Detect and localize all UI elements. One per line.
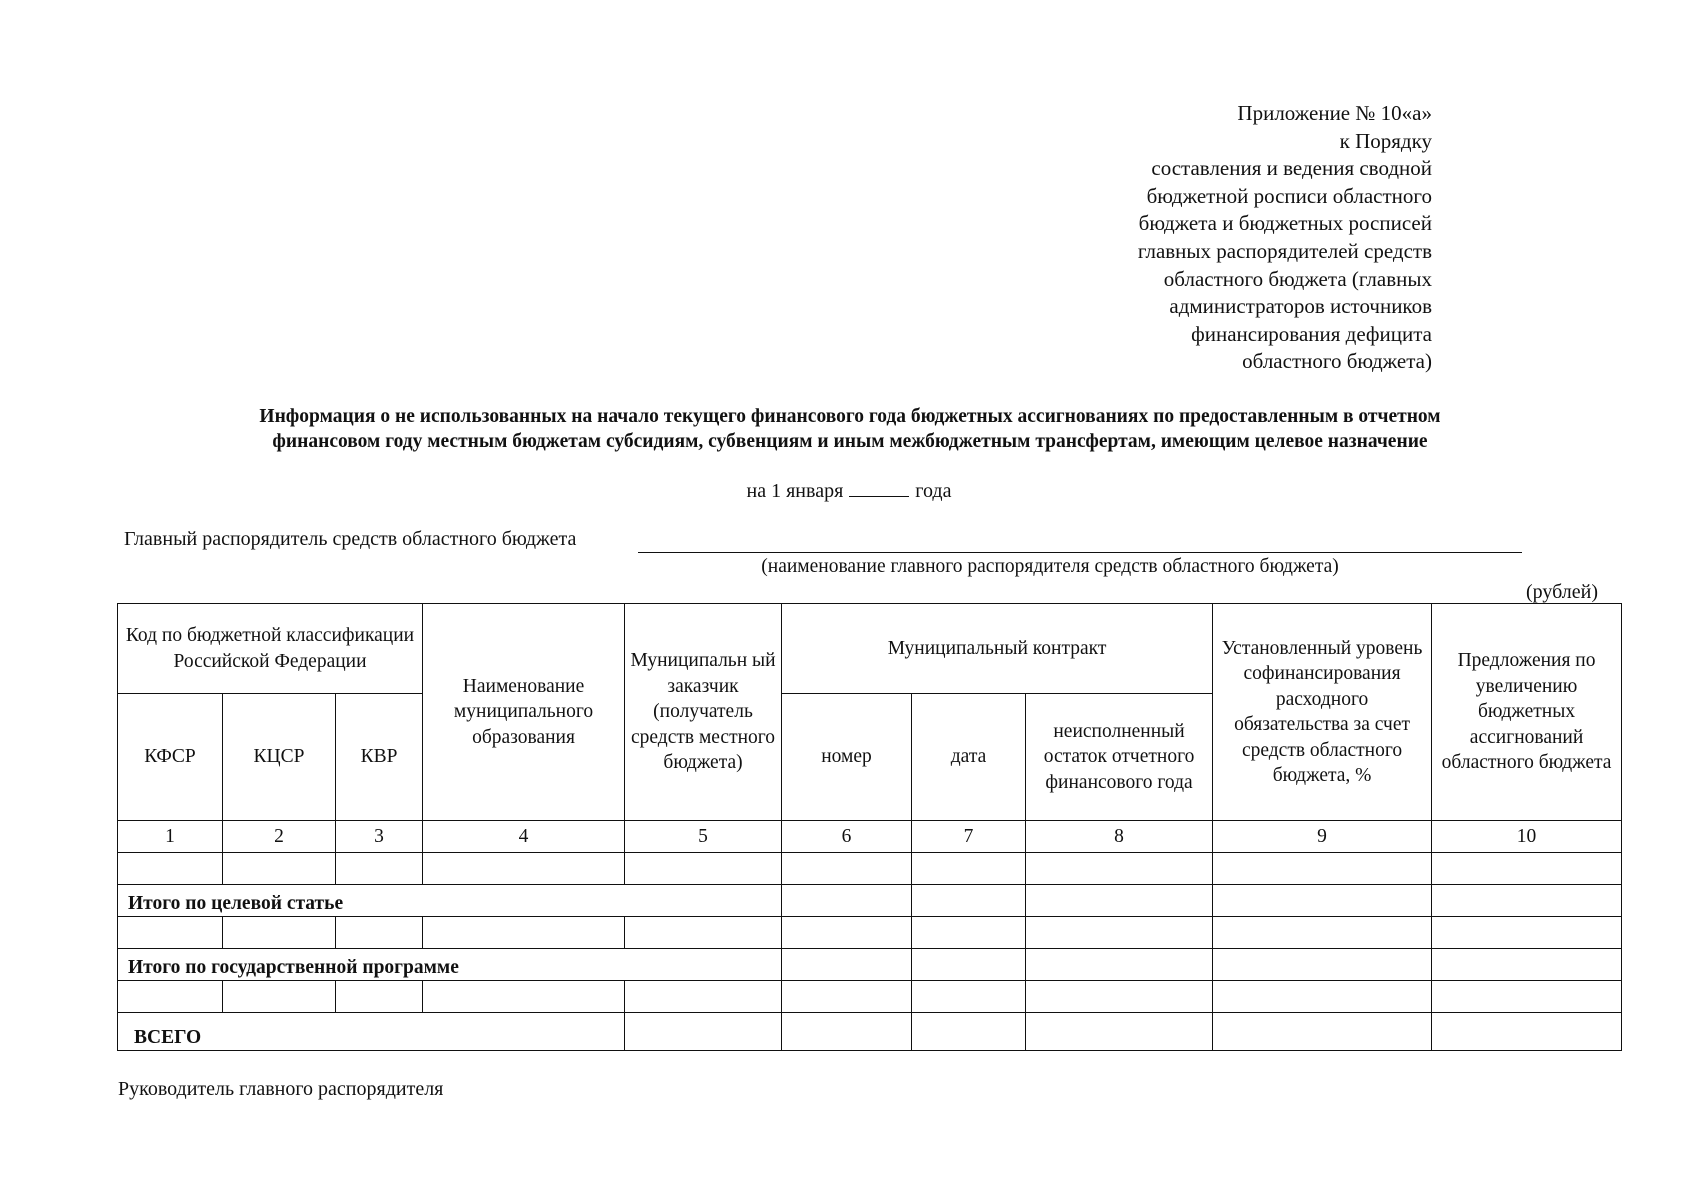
document-title [130, 404, 1570, 454]
empty-cell[interactable] [336, 853, 423, 885]
empty-cell[interactable] [1026, 949, 1213, 981]
column-number-row [118, 821, 1622, 853]
header-row-1 [118, 604, 1622, 694]
empty-cell[interactable] [118, 853, 223, 885]
data-row [118, 917, 1622, 949]
appendix-line: бюджета и бюджетных росписей [1138, 211, 1432, 236]
empty-cell[interactable] [223, 981, 336, 1013]
empty-cell[interactable] [223, 853, 336, 885]
report-table [117, 603, 1622, 1051]
empty-cell[interactable] [782, 949, 912, 981]
date-prefix: на 1 января [746, 480, 844, 502]
empty-cell[interactable] [423, 853, 625, 885]
empty-cell[interactable] [625, 1013, 782, 1051]
header-kfsr: КФСР [118, 694, 223, 821]
empty-cell[interactable] [1432, 981, 1622, 1013]
empty-cell[interactable] [1432, 917, 1622, 949]
title-line-2: финансовом году местным бюджетам субсидиям, субвенциям и иным межбюджетным трансфертам, имеющим целевое назначение [272, 431, 1428, 452]
appendix-line: Приложение № 10«а» [1237, 101, 1432, 125]
header-municipality: Наименование муниципального образования [423, 604, 625, 821]
header-balance: неисполненный остаток отчетного финансового года [1026, 694, 1213, 821]
empty-cell[interactable] [1432, 853, 1622, 885]
appendix-line: главных распорядителей средств [1137, 238, 1432, 263]
empty-cell[interactable] [1213, 981, 1432, 1013]
empty-cell[interactable] [1213, 949, 1432, 981]
column-number: 3 [336, 821, 423, 853]
appendix-line: к Порядку [1339, 128, 1432, 153]
empty-cell[interactable] [625, 981, 782, 1013]
empty-cell[interactable] [336, 981, 423, 1013]
empty-cell[interactable] [1432, 885, 1622, 917]
appendix-line: финансирования дефицита [1191, 321, 1432, 346]
title-line-1: Информация о не использованных на начало текущего финансового года бюджетных ассигнованиях по предоставленным в отчетном [259, 406, 1441, 427]
appendix-line: составления и ведения сводной [1151, 156, 1432, 181]
empty-cell[interactable] [1026, 853, 1213, 885]
summary-label-total: ВСЕГО [118, 1013, 625, 1051]
empty-cell[interactable] [118, 981, 223, 1013]
report-date-line [0, 478, 1698, 503]
empty-cell[interactable] [912, 949, 1026, 981]
appendix-line: областного бюджета (главных [1163, 266, 1432, 291]
admin-caption: (наименование главного распорядителя средств областного бюджета) [761, 556, 1339, 577]
empty-cell[interactable] [1213, 917, 1432, 949]
empty-cell[interactable] [1213, 885, 1432, 917]
empty-cell[interactable] [625, 917, 782, 949]
empty-cell[interactable] [423, 917, 625, 949]
column-number: 9 [1213, 821, 1432, 853]
summary-row-state-program [118, 949, 1622, 981]
appendix-line: бюджетной росписи областного [1146, 183, 1432, 208]
empty-cell[interactable] [912, 917, 1026, 949]
column-number: 10 [1432, 821, 1622, 853]
empty-cell[interactable] [118, 917, 223, 949]
empty-cell[interactable] [1213, 1013, 1432, 1051]
empty-cell[interactable] [1026, 885, 1213, 917]
header-kcsr: КЦСР [223, 694, 336, 821]
empty-cell[interactable] [336, 917, 423, 949]
empty-cell[interactable] [782, 981, 912, 1013]
admin-label: Главный распорядитель средств областного бюджета [124, 528, 577, 550]
empty-cell[interactable] [1432, 1013, 1622, 1051]
empty-cell[interactable] [625, 853, 782, 885]
column-number: 6 [782, 821, 912, 853]
data-row [118, 981, 1622, 1013]
empty-cell[interactable] [782, 917, 912, 949]
admin-name-field[interactable] [638, 552, 1522, 553]
header-date: дата [912, 694, 1026, 821]
header-contract: Муниципальный контракт [782, 604, 1213, 694]
summary-label-target-article: Итого по целевой статье [118, 885, 782, 917]
empty-cell[interactable] [423, 981, 625, 1013]
empty-cell[interactable] [912, 1013, 1026, 1051]
header-cofinancing: Установленный уровень софинансирования расходного обязательства за счет средств областного бюджета, % [1213, 604, 1432, 821]
empty-cell[interactable] [912, 853, 1026, 885]
summary-row-total [118, 1013, 1622, 1051]
empty-cell[interactable] [1213, 853, 1432, 885]
data-row [118, 853, 1622, 885]
column-number: 8 [1026, 821, 1213, 853]
header-number: номер [782, 694, 912, 821]
appendix-line: областного бюджета) [1242, 349, 1432, 374]
header-proposals: Предложения по увеличению бюджетных ассигнований областного бюджета [1432, 604, 1622, 821]
header-customer: Муниципальн ый заказчик (получатель средств местного бюджета) [625, 604, 782, 821]
empty-cell[interactable] [1026, 1013, 1213, 1051]
header-budget-code: Код по бюджетной классификации Российской Федерации [118, 604, 423, 694]
empty-cell[interactable] [1026, 917, 1213, 949]
date-suffix: года [915, 480, 952, 502]
summary-label-state-program: Итого по государственной программе [118, 949, 782, 981]
column-number: 7 [912, 821, 1026, 853]
column-number: 4 [423, 821, 625, 853]
empty-cell[interactable] [223, 917, 336, 949]
column-number: 1 [118, 821, 223, 853]
header-kvr: КВР [336, 694, 423, 821]
empty-cell[interactable] [782, 1013, 912, 1051]
column-number: 5 [625, 821, 782, 853]
empty-cell[interactable] [1026, 981, 1213, 1013]
units-label: (рублей) [1525, 581, 1598, 603]
year-blank-field[interactable] [849, 478, 909, 497]
empty-cell[interactable] [1432, 949, 1622, 981]
empty-cell[interactable] [782, 885, 912, 917]
empty-cell[interactable] [782, 853, 912, 885]
signature-label: Руководитель главного распорядителя [118, 1078, 444, 1100]
summary-row-target-article [118, 885, 1622, 917]
empty-cell[interactable] [912, 981, 1026, 1013]
appendix-block [1012, 100, 1432, 376]
column-number: 2 [223, 821, 336, 853]
empty-cell[interactable] [912, 885, 1026, 917]
appendix-line: администраторов источников [1169, 294, 1432, 319]
